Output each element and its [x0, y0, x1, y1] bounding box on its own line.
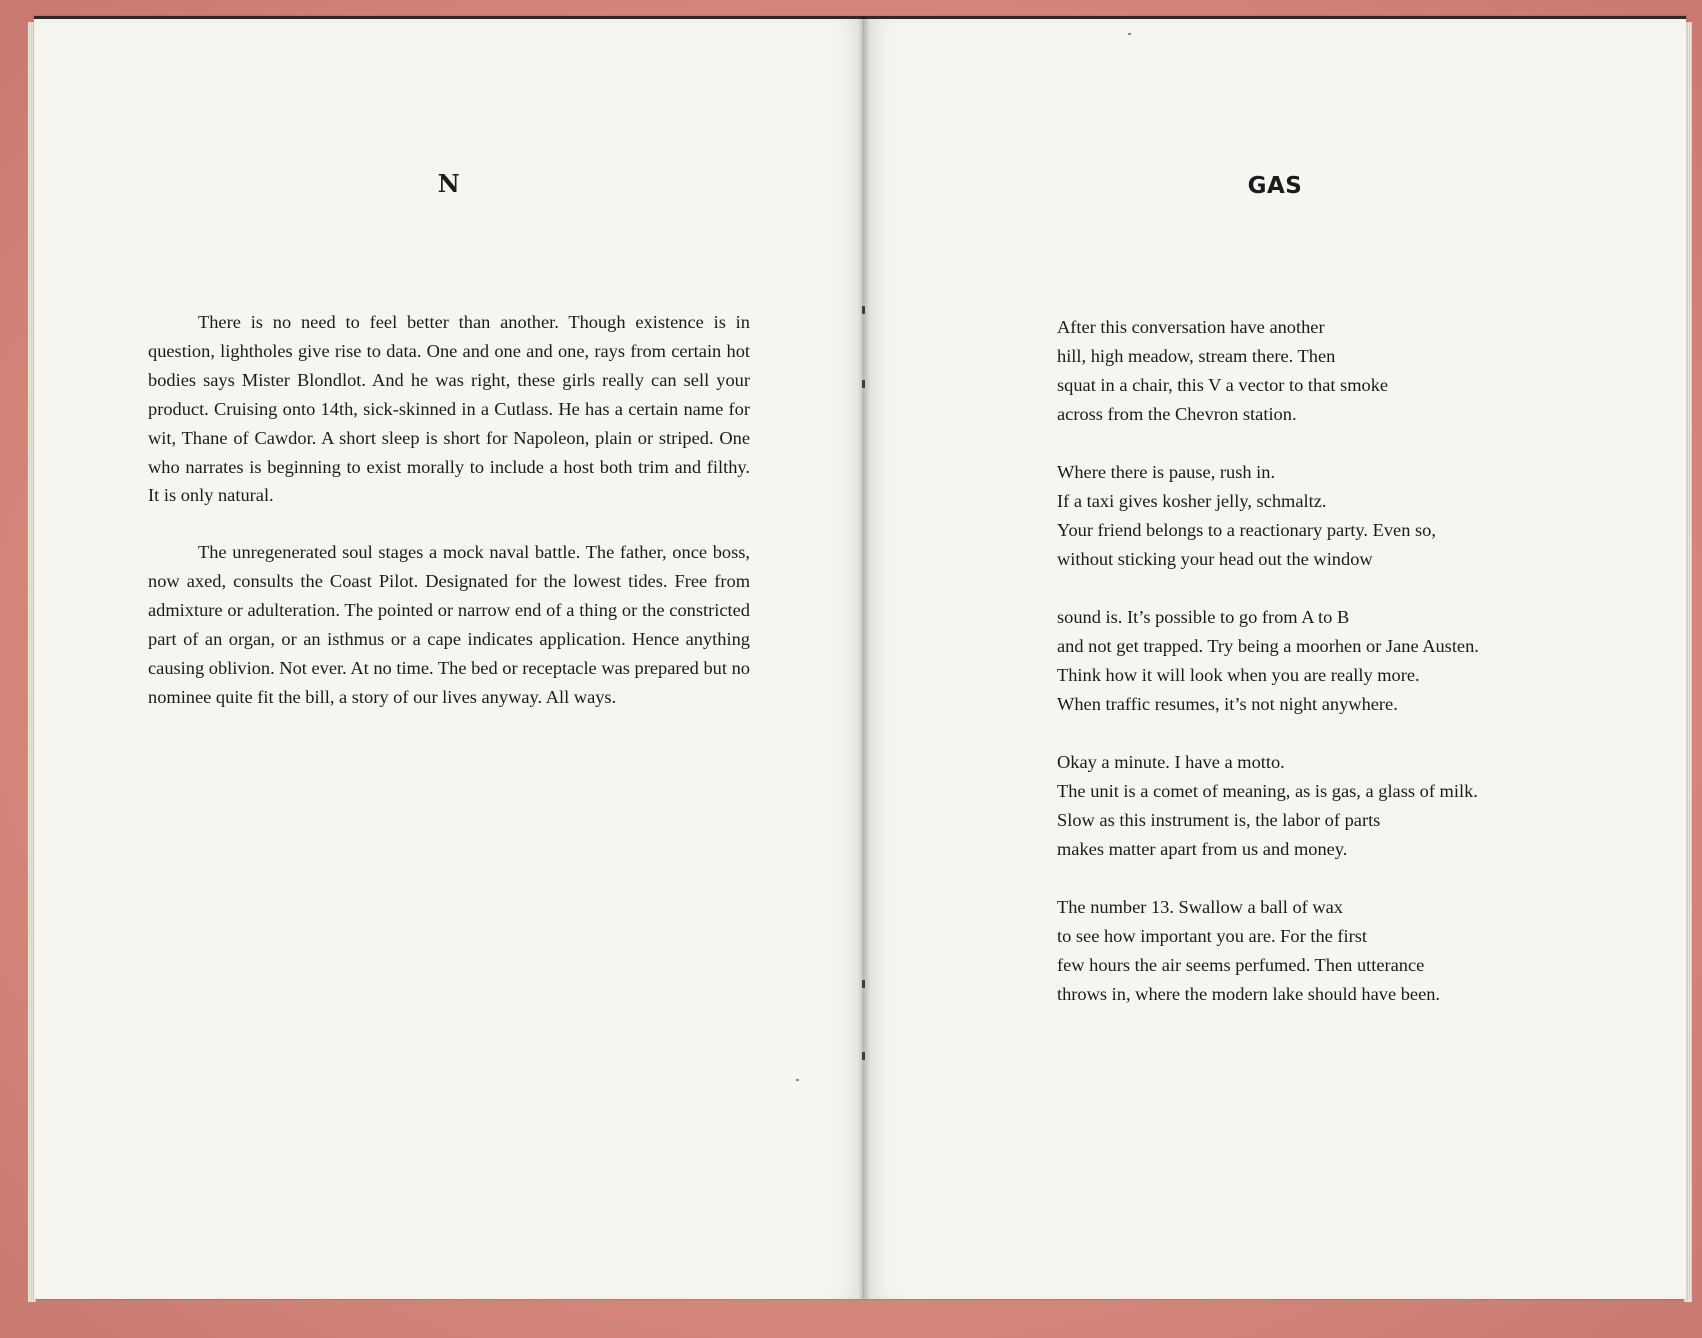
- poem-line: Where there is pause, rush in.: [1057, 462, 1276, 482]
- poem-line: Your friend belongs to a reactionary party. Even so,: [1057, 520, 1436, 540]
- paper-speck: [796, 1079, 799, 1081]
- poem-stanza-1: [1057, 313, 1657, 429]
- prose-paragraph-1: There is no need to feel better than another. Though existence is in question, lightholes give rise to data. One and one and one, rays from certain hot bodies says Mister Blondlot. And he was right, these girls really can sell your product. Cruising onto 14th, sick-skinned in a Cutlass. He has a certain name for wit, Thane of Cawdor. A short sleep is short for Napoleon, plain or striped. One who narrates is beginning to exist morally to include a host both trim and filthy. It is only natural.: [148, 312, 750, 506]
- poem-line: sound is. It’s possible to go from A to B: [1057, 607, 1350, 627]
- poem-stanza-5: [1057, 893, 1657, 1009]
- poem-line: Okay a minute. I have a motto.: [1057, 752, 1285, 772]
- right-page: [864, 16, 1686, 1299]
- poem-line: few hours the air seems perfumed. Then utterance: [1057, 955, 1425, 975]
- poem-line: makes matter apart from us and money.: [1057, 839, 1348, 859]
- binding-stitch: [862, 980, 865, 988]
- poem-line: Think how it will look when you are really more.: [1057, 665, 1420, 685]
- poem-stanza-4: [1057, 748, 1657, 864]
- left-page-title: N: [437, 169, 461, 198]
- binding-stitch: [862, 306, 865, 314]
- poem-line: After this conversation have another: [1057, 317, 1325, 337]
- prose-paragraph-2: The unregenerated soul stages a mock naval battle. The father, once boss, now axed, consults the Coast Pilot. Designated for the lowest tides. Free from admixture or adulteration. The pointed or narrow end of a thing or the constricted part of an organ, or an isthmus or a cape indicates application. Hence anything causing oblivion. Not ever. At no time. The bed or receptacle was prepared but no nominee quite fit the bill, a story of our lives anyway. All ways.: [148, 542, 750, 707]
- poem-line: and not get trapped. Try being a moorhen or Jane Austen.: [1057, 636, 1479, 656]
- paper-speck: [1128, 33, 1131, 35]
- binding-stitch: [862, 1052, 865, 1060]
- poem-line: When traffic resumes, it’s not night anywhere.: [1057, 694, 1398, 714]
- poem-line: The unit is a comet of meaning, as is gas, a glass of milk.: [1057, 781, 1478, 801]
- poem-line: The number 13. Swallow a ball of wax: [1057, 897, 1344, 917]
- poem-line: hill, high meadow, stream there. Then: [1057, 346, 1336, 366]
- poem-line: across from the Chevron station.: [1057, 404, 1297, 424]
- poem-line: throws in, where the modern lake should have been.: [1057, 984, 1441, 1004]
- poem-line: Slow as this instrument is, the labor of parts: [1057, 810, 1381, 830]
- poem-line: squat in a chair, this V a vector to that smoke: [1057, 375, 1389, 395]
- left-page-prose: [148, 308, 750, 712]
- book-gutter: [858, 16, 870, 1299]
- poem-body: [1057, 313, 1657, 1038]
- poem-stanza-2: [1057, 458, 1657, 574]
- left-page: [34, 16, 864, 1299]
- right-page-title: GAS: [1247, 173, 1303, 199]
- poem-line: If a taxi gives kosher jelly, schmaltz.: [1057, 491, 1327, 511]
- poem-line: to see how important you are. For the first: [1057, 926, 1368, 946]
- poem-stanza-3: [1057, 603, 1657, 719]
- binding-stitch: [862, 380, 865, 388]
- poem-line: without sticking your head out the window: [1057, 549, 1373, 569]
